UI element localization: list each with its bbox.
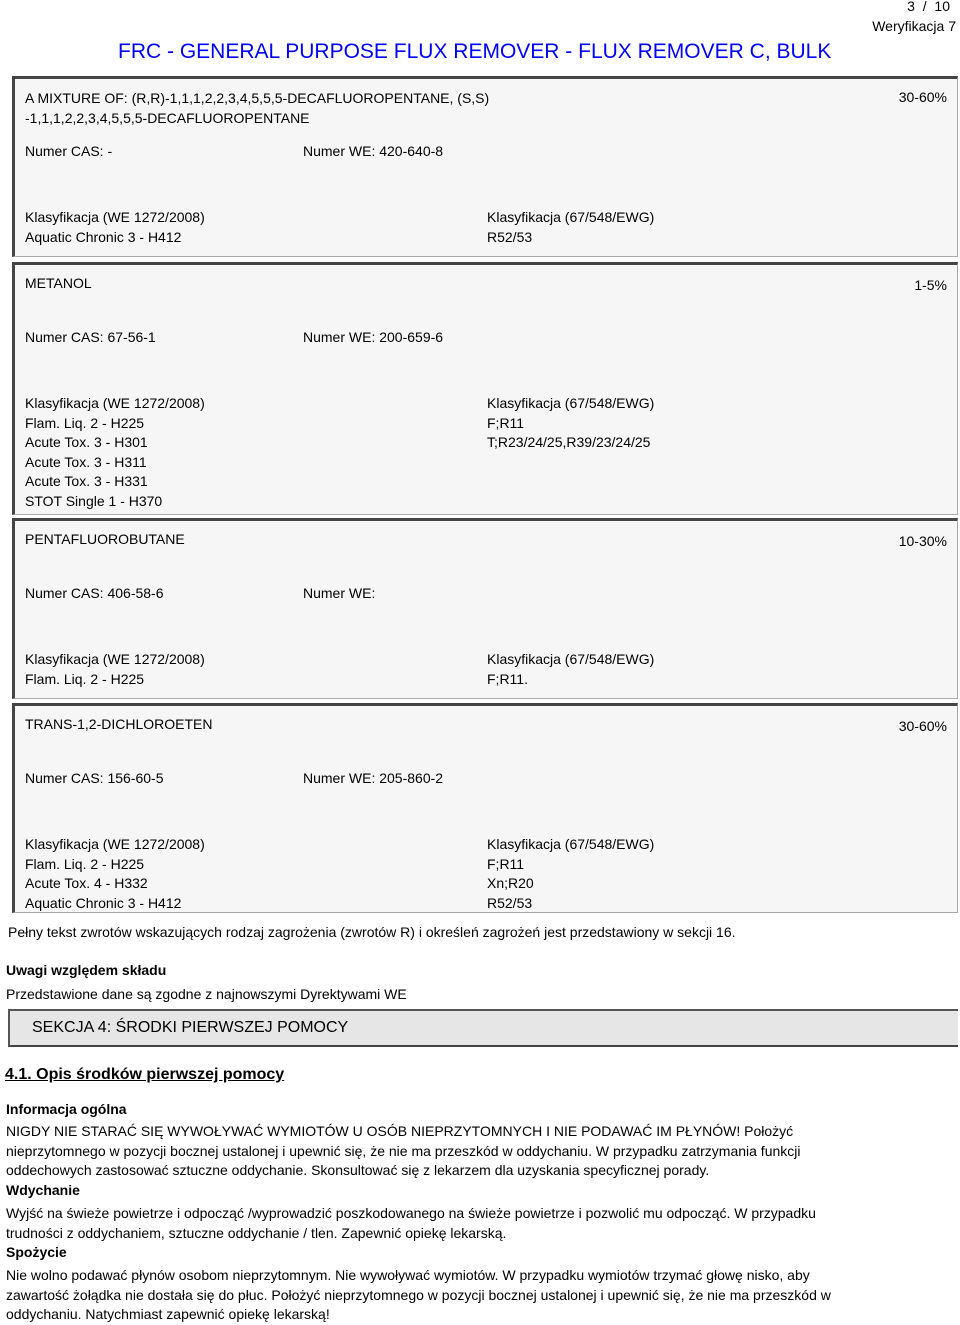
composition-comments-text: Przedstawione dane są zgodne z najnowszymi Dyrektywami WE bbox=[6, 986, 407, 1002]
document-title: FRC - GENERAL PURPOSE FLUX REMOVER - FLUX REMOVER C, BULK bbox=[118, 40, 832, 63]
we-number: Numer WE: 205-860-2 bbox=[303, 770, 444, 786]
component-block bbox=[12, 703, 958, 913]
component-block bbox=[12, 262, 958, 515]
ingestion-heading: Spożycie bbox=[6, 1244, 67, 1260]
component-name: METANOL bbox=[25, 275, 92, 291]
section-title: SEKCJA 4: ŚRODKI PIERWSZEJ POMOCY bbox=[32, 1019, 349, 1036]
clp-classification: Klasyfikacja (WE 1272/2008) Flam. Liq. 2 - H225 Acute Tox. 3 - H301 Acute Tox. 3 - H311 Acute Tox. 3 - H331 STOT Single 1 - H370 bbox=[25, 395, 205, 509]
page-number: 3 / 10 bbox=[907, 0, 950, 14]
component-percent: 1-5% bbox=[914, 277, 947, 293]
component-block bbox=[12, 518, 958, 699]
full-text-note: Pełny tekst zwrotów wskazujących rodzaj zagrożenia (zwrotów R) i określeń zagrożeń jest przedstawiony w sekcji 16. bbox=[8, 924, 736, 940]
dsd-classification: Klasyfikacja (67/548/EWG) F;R11 Xn;R20 R52/53 bbox=[487, 836, 655, 911]
component-name: A MIXTURE OF: (R,R)-1,1,1,2,2,3,4,5,5,5-DECAFLUOROPENTANE, (S,S) -1,1,1,2,2,3,4,5,5,5-DECAFLUOROPENTANE bbox=[25, 90, 490, 126]
we-number: Numer WE: 420-640-8 bbox=[303, 143, 444, 159]
clp-classification: Klasyfikacja (WE 1272/2008) Flam. Liq. 2 - H225 bbox=[25, 651, 205, 687]
dsd-classification: Klasyfikacja (67/548/EWG) F;R11. bbox=[487, 651, 655, 687]
subsection-title: 4.1. Opis środków pierwszej pomocy bbox=[5, 1066, 285, 1083]
component-name: PENTAFLUOROBUTANE bbox=[25, 531, 185, 547]
section-header bbox=[8, 1009, 958, 1047]
composition-comments-heading: Uwagi względem składu bbox=[6, 962, 167, 978]
general-info-text: NIGDY NIE STARAĆ SIĘ WYWOŁYWAĆ WYMIOTÓW U OSÓB NIEPRZYTOMNYCH I NIE PODAWAĆ IM PŁYNÓW! Położyć nieprzytomnego w pozycji bocznej ustalonej i upewnić się, że nie ma przeszkód w oddychaniu. W przypadku zatrzymania funkcji oddechowych zastosować sztuczne oddychanie. Skonsultować się z lekarzem dla uzyskania specyficznej porady. bbox=[6, 1123, 801, 1178]
component-block bbox=[12, 76, 958, 257]
clp-classification: Klasyfikacja (WE 1272/2008) Flam. Liq. 2 - H225 Acute Tox. 4 - H332 Aquatic Chronic 3 - H412 bbox=[25, 836, 205, 911]
inhalation-heading: Wdychanie bbox=[6, 1182, 80, 1198]
cas-number: Numer CAS: 156-60-5 bbox=[25, 770, 164, 786]
ingestion-text: Nie wolno podawać płynów osobom nieprzytomnym. Nie wywoływać wymiotów. W przypadku wymiotów trzymać głowę nisko, aby zawartość żołądka nie dostała się do płuc. Położyć nieprzytomnego w pozycji bocznej ustalonej i upewnić się, że nie ma przeszkód w oddychaniu. Natychmiast zapewnić opiekę lekarską! bbox=[6, 1267, 831, 1322]
component-percent: 30-60% bbox=[898, 89, 947, 105]
cas-number: Numer CAS: - bbox=[25, 143, 113, 159]
we-number: Numer WE: 200-659-6 bbox=[303, 329, 444, 345]
we-number: Numer WE: bbox=[303, 585, 376, 601]
cas-number: Numer CAS: 67-56-1 bbox=[25, 329, 156, 345]
cas-number: Numer CAS: 406-58-6 bbox=[25, 585, 164, 601]
component-percent: 10-30% bbox=[898, 533, 947, 549]
component-name: TRANS-1,2-DICHLOROETEN bbox=[25, 716, 213, 732]
general-info-heading: Informacja ogólna bbox=[6, 1101, 127, 1117]
revision-label: Weryfikacja 7 bbox=[872, 18, 956, 34]
dsd-classification: Klasyfikacja (67/548/EWG) F;R11 T;R23/24/25,R39/23/24/25 bbox=[487, 395, 655, 450]
dsd-classification: Klasyfikacja (67/548/EWG) R52/53 bbox=[487, 209, 655, 245]
component-percent: 30-60% bbox=[898, 718, 947, 734]
clp-classification: Klasyfikacja (WE 1272/2008) Aquatic Chronic 3 - H412 bbox=[25, 209, 205, 245]
inhalation-text: Wyjść na świeże powietrze i odpocząć /wyprowadzić poszkodowanego na świeże powietrze i pozwolić mu odpocząć. W przypadku trudności z oddychaniem, sztuczne oddychanie / tlen. Zapewnić opiekę lekarską. bbox=[6, 1205, 816, 1241]
